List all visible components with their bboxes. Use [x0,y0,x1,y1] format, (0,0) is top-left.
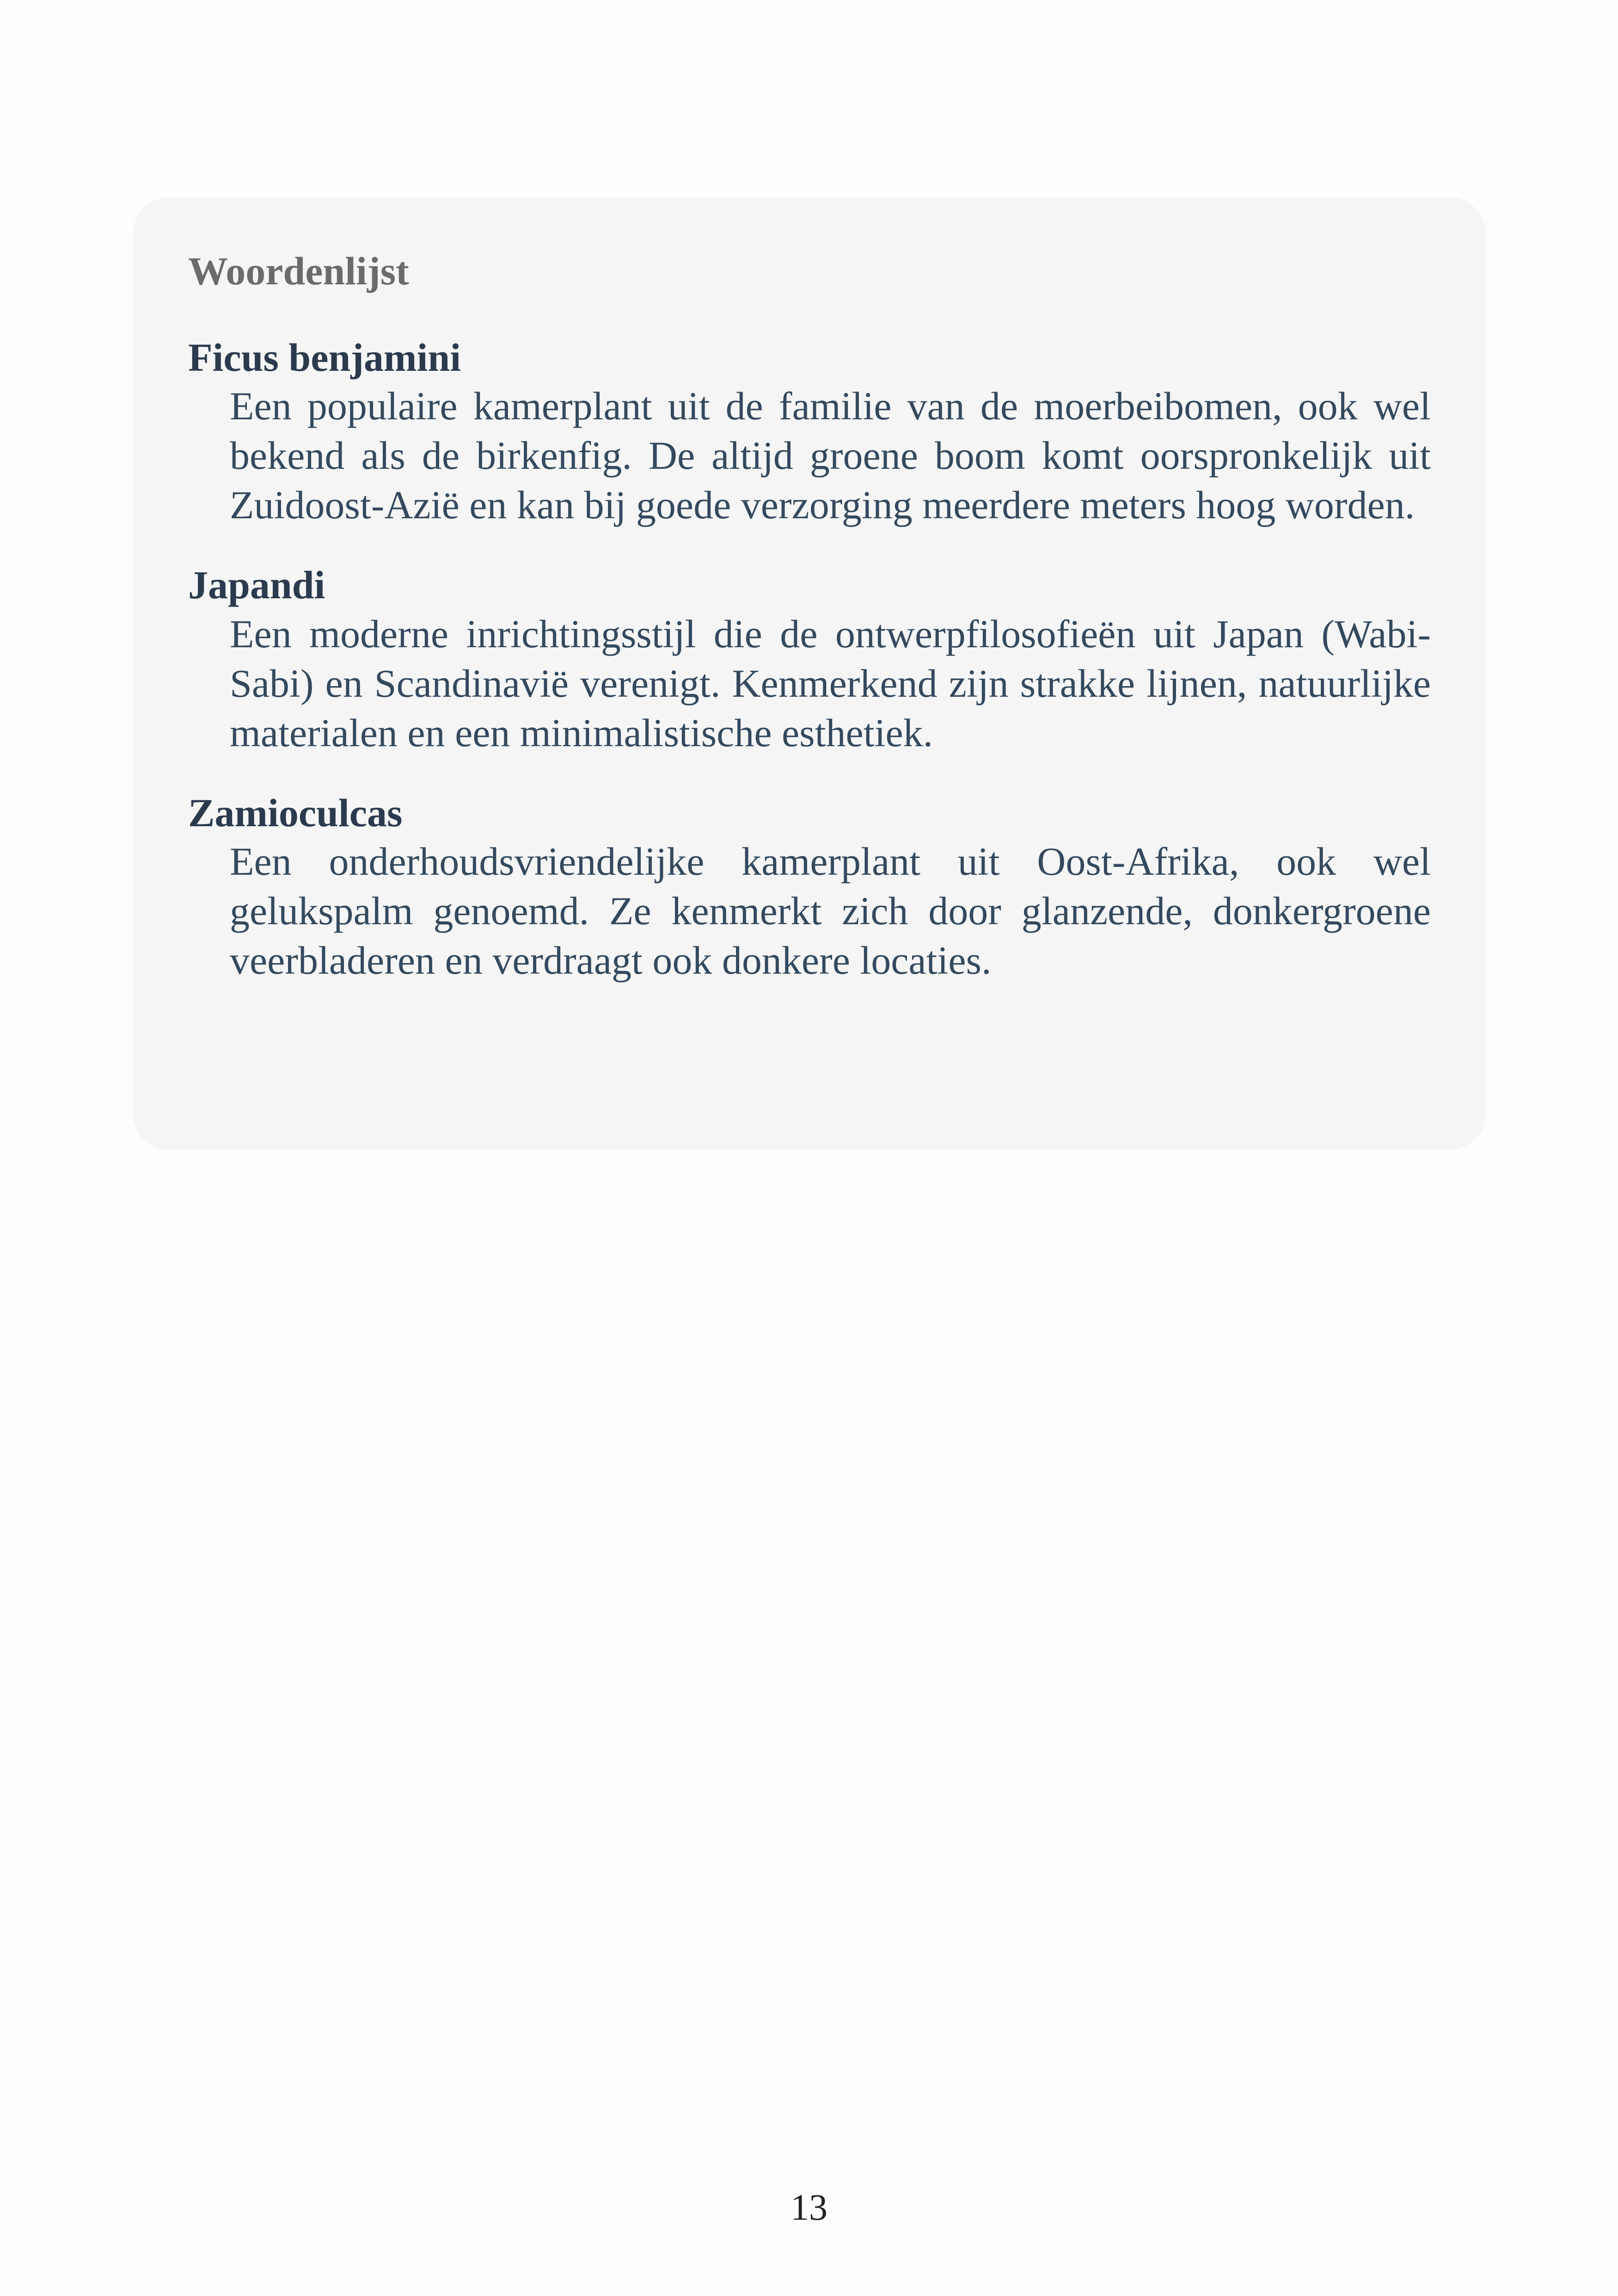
glossary-term: Ficus benjamini [188,335,461,380]
glossary-entry [188,789,1431,985]
glossary-definition: Een onderhoudsvriendelijke kamerplant uit Oost-Afrika, ook wel gelukspalm genoemd. Ze kenmerkt zich door glanzende, donkergroene veerbladeren en verdraagt ook donkere locaties. [230,839,1431,982]
glossary-box [133,197,1486,1150]
glossary-entry [188,561,1431,757]
page-number: 13 [791,2187,827,2228]
glossary-definition: Een moderne inrichtingsstijl die de ontwerpfilosofieën uit Japan (Wabi-Sabi) en Scandinavië verenigt. Kenmerkend zijn strakke lijnen, natuurlijke materialen en een minimalistische esthetiek. [230,611,1431,755]
glossary-term: Japandi [188,563,325,608]
glossary-term: Zamioculcas [188,790,403,835]
glossary-definition: Een populaire kamerplant uit de familie van de moerbeibomen, ook wel bekend als de birkenfig. De altijd groene boom komt oorspronkelijk uit Zuidoost-Azië en kan bij goede verzorging meerdere meters hoog worden. [230,384,1431,528]
glossary-title: Woordenlijst [188,249,409,293]
glossary-entry [188,334,1431,530]
